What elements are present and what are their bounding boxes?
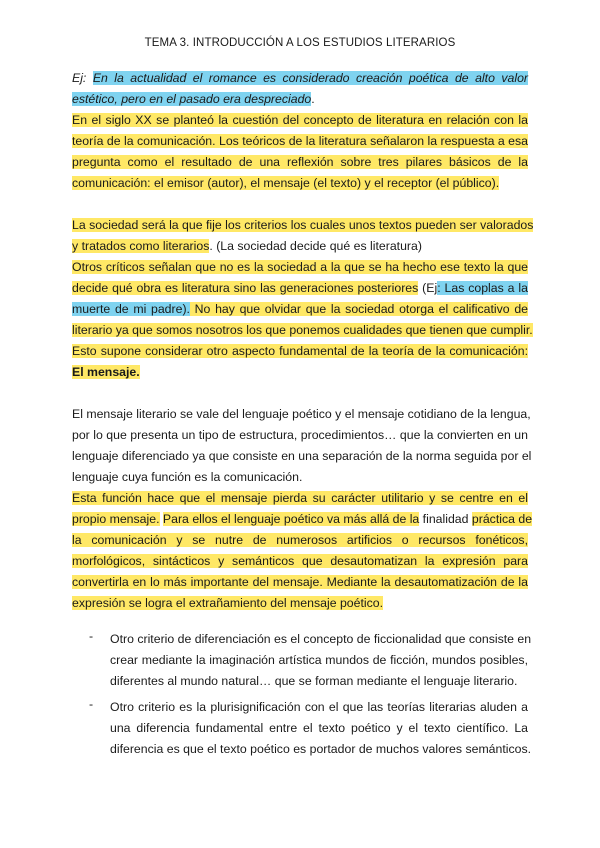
highlight-yellow: convertirla en lo más importante del mensaje. Mediante la desautomatización de la	[72, 575, 528, 589]
highlight-yellow: y tratados como literarios	[72, 239, 210, 253]
highlight-yellow: La sociedad será la que fije los criterios los cuales unos textos pueden ser valorados	[72, 218, 534, 232]
paragraph-literary-message: El mensaje literario se vale del lenguaje poético y el mensaje cotidiano de la lengua, por lo que presenta un tipo de estructura, procedimientos… que la convierten en un lenguaje diferenciado ya que consiste en una separación de la norma seguida por el lenguaje cuya función es la comunicación.	[72, 407, 532, 484]
highlight-yellow: morfológicos, sintácticos y semánticos que desautomatizan la expresión para	[72, 554, 528, 568]
highlight-yellow: Los teóricos de la literatura señalaron la respuesta a esa	[215, 134, 528, 148]
text-line	[72, 68, 528, 89]
page-title: TEMA 3. INTRODUCCIÓN A LOS ESTUDIOS LITERARIOS	[144, 37, 456, 49]
highlight-yellow: Para ellos el lenguaje poético va más allá de la	[162, 512, 420, 526]
paragraph-society: La sociedad será la que fije los criterios los cuales unos textos pueden ser valorados y tratados como literarios. (La sociedad decide qué es literatura) Otros críticos señalan que no es la sociedad a la que se ha hecho ese texto la que decide qué obra es literatura sino las generaciones posteriores (Ej: Las coplas a la muerte de mi padre). No hay que olvidar que la sociedad otorga el calificativo de literario ya que somos nosotros los que ponemos cualidades que tienen que cumplir. Esto supone considerar otro aspecto fundamental de la teoría de la comunicación: El mensaje.	[72, 218, 534, 379]
list-marker: -	[89, 697, 94, 711]
list-item: Otro criterio de diferenciación es el concepto de ficcionalidad que consiste en crear mediante la imaginación artística mundos de ficción, mundos posibles, diferentes al mundo natural… que se forman mediante el lenguaje literario.	[110, 632, 532, 688]
highlight-yellow: literario ya que somos nosotros los que ponemos cualidades que tienen que cumplir.	[72, 323, 533, 337]
list-item: Otro criterio es la plurisignificación con el que las teorías literarias aluden a una diferencia fundamental entre el texto poético y el texto científico. La diferencia es que el texto poético es portador de muchos valores semánticos.	[110, 700, 532, 756]
highlight-yellow: No hay que olvidar que la sociedad otorga el calificativo de	[189, 302, 528, 316]
highlight-yellow: En el siglo XX se planteó la cuestión del concepto de literatura en relación con la	[72, 113, 528, 127]
highlight-blue: En la actualidad el romance es considerado creación poética de alto valor	[92, 71, 528, 85]
highlight-yellow: decide qué obra es literatura sino las generaciones posteriores	[72, 281, 419, 295]
highlight-yellow: propio mensaje.	[72, 512, 160, 526]
highlight-yellow: la comunicación y se nutre de numerosos artificios o recursos fonéticos,	[72, 533, 528, 547]
highlight-blue: estético, pero en el pasado era despreciado	[72, 92, 312, 106]
highlight-blue: muerte de mi padre).	[72, 302, 190, 316]
example-label: Ej:	[72, 71, 87, 85]
highlight-blue: : Las coplas a la	[437, 281, 528, 295]
highlight-yellow: teoría de la comunicación.	[72, 134, 216, 148]
highlight-yellow: expresión se logra el extrañamiento del mensaje poético.	[72, 596, 384, 610]
text-line: estético, pero en el pasado era despreciado.	[72, 92, 315, 106]
el-mensaje-heading: El mensaje.	[72, 365, 140, 379]
paragraph-communication-theory	[72, 110, 528, 194]
highlight-yellow: Otros críticos señalan que no es la sociedad a la que se ha hecho ese texto la que	[72, 260, 528, 274]
highlight-yellow: Esta función hace que el mensaje pierda su carácter utilitario y se centre en el	[72, 491, 528, 505]
highlight-yellow: Esto supone considerar otro aspecto fundamental de la teoría de la comunicación:	[72, 344, 528, 358]
highlight-yellow: comunicación: el emisor (autor), el mensaje (el texto) y el receptor (el público).	[72, 176, 500, 190]
example-paragraph	[72, 68, 528, 110]
list-marker: -	[89, 629, 94, 643]
highlight-yellow: práctica de	[471, 512, 533, 526]
paragraph-function: Esta función hace que el mensaje pierda su carácter utilitario y se centre en el propio mensaje. Para ellos el lenguaje poético va más allá de la finalidad práctica de la comunicación y se nutre de numerosos artificios o recursos fonéticos, morfológicos, sintácticos y semánticos que desautomatizan la expresión para convertirla en lo más importante del mensaje. Mediante la desautomatización de la expresión se logra el extrañamiento del mensaje poético.	[72, 491, 533, 610]
highlight-yellow: pregunta como el resultado de una reflexión sobre tres pilares básicos de la	[72, 155, 528, 169]
